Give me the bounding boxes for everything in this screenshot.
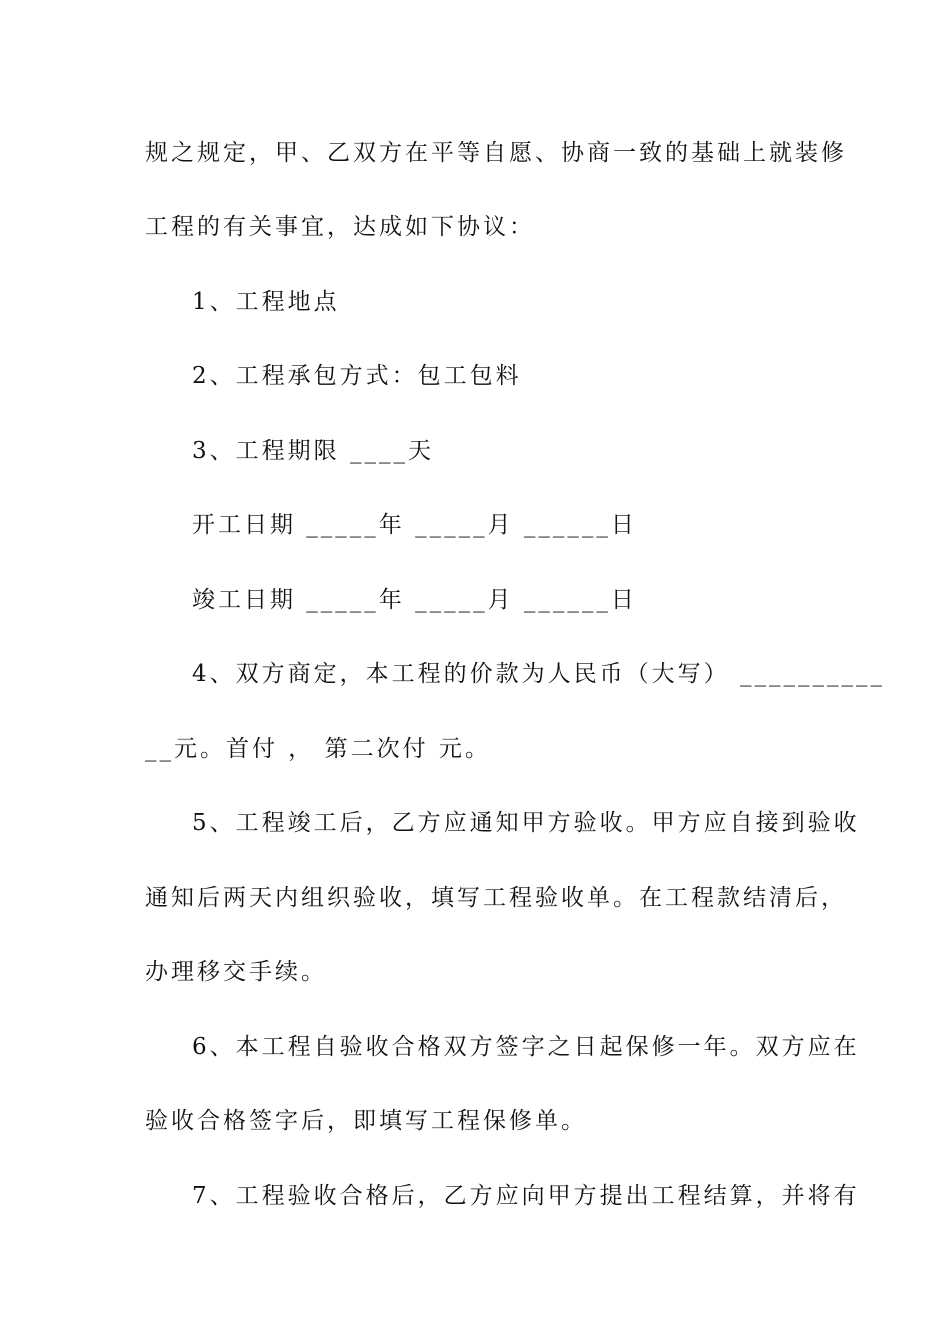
paragraph-line: 办理移交手续。 [145, 959, 327, 985]
start-date-line: 开工日期 _____年 _____月 ______日 [192, 512, 637, 538]
clause-4-price: 4、双方商定，本工程的价款为人民币（大写） __________ [192, 661, 885, 687]
payment-line: __元。首付 ， 第二次付 元。 [145, 736, 491, 762]
clause-7-settlement: 7、工程验收合格后，乙方应向甲方提出工程结算，并将有 [192, 1183, 860, 1209]
clause-2-contract-method: 2、工程承包方式：包工包料 [192, 363, 522, 389]
completion-date-line: 竣工日期 _____年 _____月 ______日 [192, 587, 637, 613]
clause-1-location: 1、工程地点 [192, 289, 340, 315]
clause-3-duration: 3、工程期限 ____天 [192, 438, 434, 464]
clause-5-acceptance: 5、工程竣工后，乙方应通知甲方验收。甲方应自接到验收 [192, 810, 860, 836]
paragraph-line: 验收合格签字后，即填写工程保修单。 [145, 1108, 587, 1134]
paragraph-line: 规之规定，甲、乙双方在平等自愿、协商一致的基础上就装修 [145, 140, 847, 166]
paragraph-line: 通知后两天内组织验收，填写工程验收单。在工程款结清后， [145, 885, 847, 911]
paragraph-line: 工程的有关事宜，达成如下协议： [145, 214, 535, 240]
clause-6-warranty: 6、本工程自验收合格双方签字之日起保修一年。双方应在 [192, 1034, 860, 1060]
